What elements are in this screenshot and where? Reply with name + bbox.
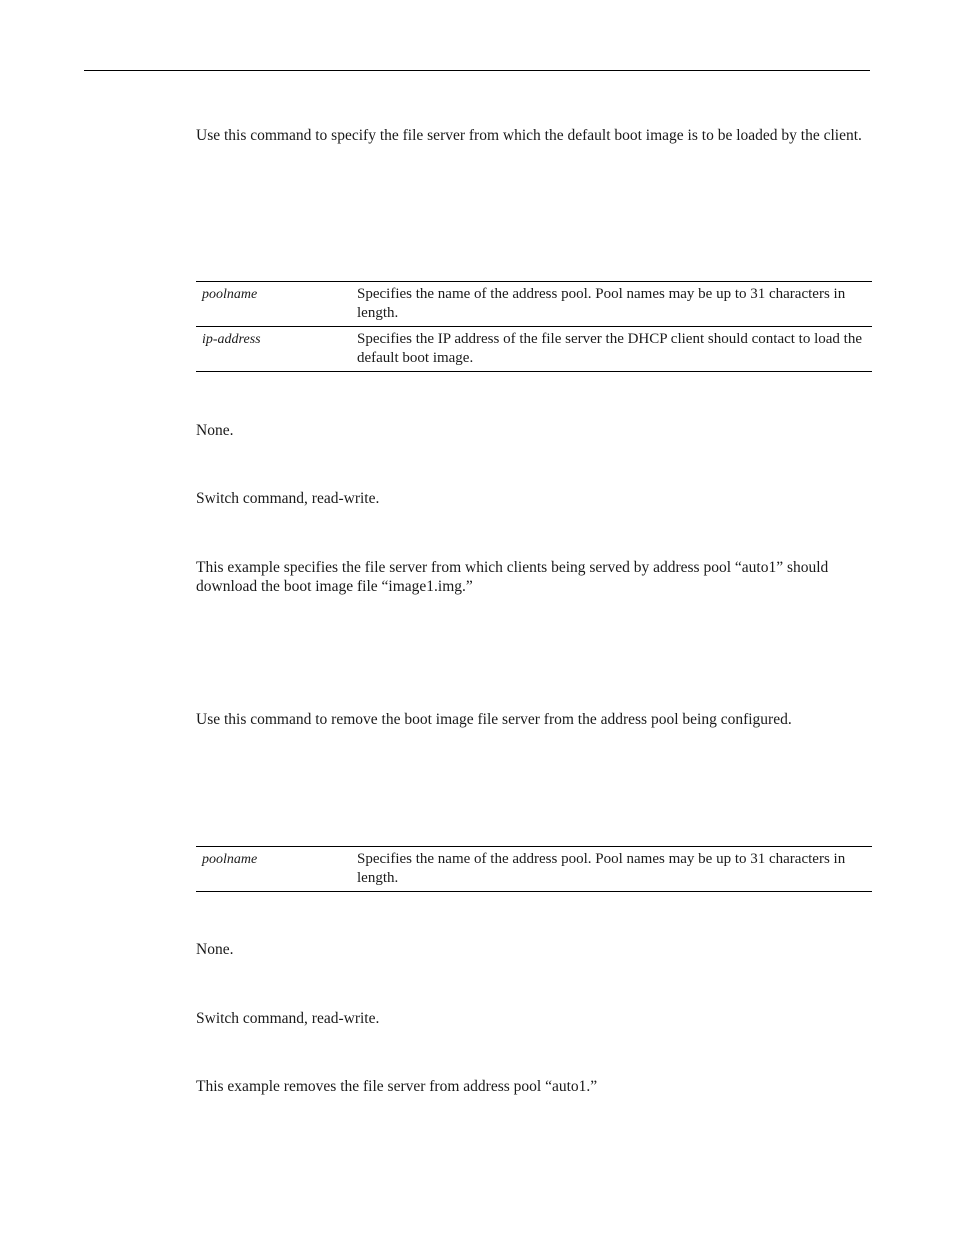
param-description: Specifies the IP address of the file server the DHCP client should contact to load the default boot image. <box>357 331 863 366</box>
table-row <box>196 847 872 892</box>
param-description: Specifies the name of the address pool. Pool names may be up to 31 characters in length. <box>357 851 846 886</box>
section1-defaults: None. <box>196 422 234 439</box>
section1-mode: Switch command, read-write. <box>196 490 380 507</box>
header-rule <box>84 70 870 71</box>
param-name: ip-address <box>202 332 261 347</box>
section1-parameter-table <box>196 281 872 372</box>
param-description: Specifies the name of the address pool. Pool names may be up to 31 characters in length. <box>357 286 846 321</box>
section1-description: Use this command to specify the file server from which the default boot image is to be loaded by the client. <box>196 127 862 144</box>
table-row <box>196 327 872 372</box>
section2-description: Use this command to remove the boot image file server from the address pool being configured. <box>196 711 792 728</box>
section2-example: This example removes the file server from address pool “auto1.” <box>196 1078 598 1095</box>
section2-mode: Switch command, read-write. <box>196 1010 380 1027</box>
param-name: poolname <box>202 852 258 867</box>
param-name: poolname <box>202 287 258 302</box>
section1-example: This example specifies the file server from which clients being served by address pool “auto1” should download the boot image file “image1.img.” <box>196 559 829 595</box>
section2-defaults: None. <box>196 941 234 958</box>
table-row <box>196 282 872 327</box>
section2-parameter-table <box>196 846 872 892</box>
